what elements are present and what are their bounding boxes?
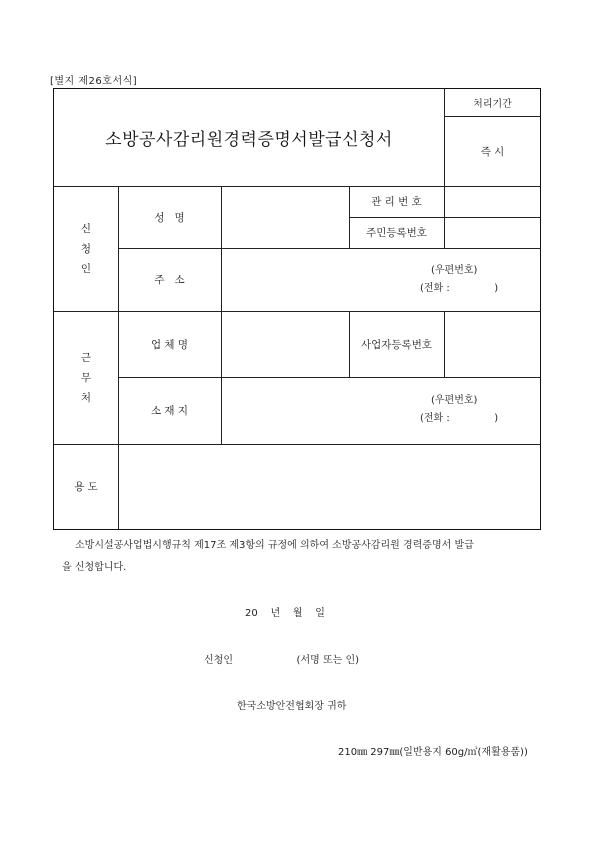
section-char: 인 (80, 262, 92, 275)
address-postal-code: (우편번호) (431, 265, 478, 276)
section-char: 근 (80, 351, 92, 364)
section-char: 처 (80, 391, 92, 404)
date-line: 20 년 월 일 (245, 608, 325, 619)
section-char: 청 (80, 242, 92, 255)
workplace-section-label (54, 311, 118, 444)
form-number-label: [별지 제26호서식] (50, 76, 138, 87)
processing-period-header: 처리기간 (473, 99, 512, 110)
address-phone: (전화 : ) (420, 283, 499, 294)
company-name-label: 업 체 명 (150, 338, 189, 351)
location-postal-code: (우편번호) (431, 395, 478, 406)
management-number-label: 관 리 번 호 (371, 196, 422, 208)
address-field[interactable] (221, 248, 541, 311)
section-char: 신 (80, 222, 92, 235)
processing-period-value: 즉 시 (480, 145, 505, 158)
purpose-label: 용 도 (74, 481, 98, 493)
resident-number-field[interactable] (444, 217, 541, 248)
section-char: 무 (80, 371, 92, 384)
statement-line-1: 소방시설공사업법시행규칙 제17조 제3항의 규정에 의하여 소방공사감리원 경력증명서 발급 (75, 540, 474, 551)
applicant-signature-line: 신청인 (서명 또는 인) (204, 655, 360, 666)
name-label: 성 명 (154, 211, 185, 224)
company-name-field[interactable] (221, 311, 349, 377)
purpose-field[interactable] (118, 444, 541, 529)
location-label: 소 재 지 (150, 405, 189, 417)
location-phone: (전화 : ) (420, 413, 499, 424)
business-registration-field[interactable] (444, 311, 541, 377)
resident-number-label: 주민등록번호 (366, 227, 427, 239)
form-title: 소방공사감리원경력증명서발급신청서 (105, 130, 393, 150)
statement-line-2: 을 신청합니다. (62, 562, 127, 573)
applicant-section-label (54, 186, 118, 311)
name-field[interactable] (221, 186, 349, 248)
paper-spec: 210㎜ 297㎜(일반용지 60g/㎡(재활용품)) (338, 747, 528, 758)
address-label: 주 소 (154, 274, 185, 286)
addressee: 한국소방안전협회장 귀하 (237, 701, 347, 712)
business-registration-label: 사업자등록번호 (360, 338, 432, 351)
application-form-table (53, 88, 541, 530)
management-number-field[interactable] (444, 186, 541, 217)
